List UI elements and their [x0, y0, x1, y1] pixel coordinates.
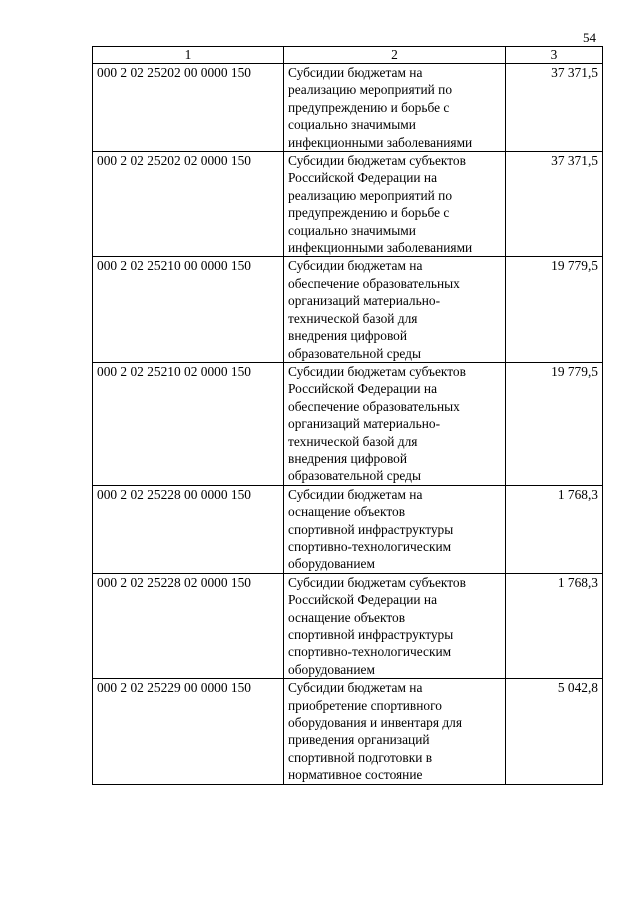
- description-line: спортивной инфраструктуры: [288, 521, 454, 537]
- revenue-description: [284, 152, 506, 257]
- table-row: [93, 573, 603, 678]
- revenue-description: [284, 485, 506, 573]
- table-row: [93, 257, 603, 362]
- table-row: [93, 64, 603, 152]
- description-line: спортивной подготовки в: [288, 749, 433, 765]
- amount-value: 1 768,3: [506, 485, 603, 573]
- description-line: образовательной среды: [288, 345, 421, 361]
- description-line: нормативное состояние: [288, 767, 423, 783]
- description-line: внедрения цифровой: [288, 328, 408, 344]
- table-header-row: [93, 47, 603, 64]
- description-line: оснащение объектов: [288, 504, 406, 520]
- description-line: приобретение спортивного: [288, 697, 442, 713]
- description-line: спортивной инфраструктуры: [288, 627, 454, 642]
- description-line: образовательной среды: [288, 468, 421, 484]
- revenue-description: [284, 257, 506, 362]
- classification-code: 000 2 02 25228 02 0000 150: [93, 573, 284, 678]
- description-line: обеспечение образовательных: [288, 275, 460, 291]
- description-line: организаций материально-: [288, 416, 441, 432]
- amount-value: 37 371,5: [506, 152, 603, 257]
- classification-code: 000 2 02 25202 00 0000 150: [93, 64, 284, 152]
- description-line: обеспечение образовательных: [288, 398, 460, 414]
- table-body: [93, 64, 603, 785]
- column-header-amount: 3: [506, 47, 603, 64]
- description-line: предупреждению и борьбе с: [288, 205, 450, 221]
- revenue-description: [284, 64, 506, 152]
- table-row: [93, 362, 603, 485]
- classification-code: 000 2 02 25228 00 0000 150: [93, 485, 284, 573]
- description-line: инфекционными заболеваниями: [288, 134, 473, 150]
- amount-value: 5 042,8: [506, 679, 603, 784]
- description-line: реализацию мероприятий по: [288, 82, 453, 98]
- table-row: [93, 679, 603, 784]
- description-line: Российской Федерации на: [288, 170, 438, 186]
- description-line: Субсидии бюджетам на: [288, 486, 423, 502]
- description-line: технической базой для: [288, 433, 418, 449]
- description-line: Российской Федерации на: [288, 381, 438, 397]
- description-line: оснащение объектов: [288, 609, 406, 625]
- description-line: приведения организаций: [288, 732, 430, 748]
- amount-value: 1 768,3: [506, 573, 603, 678]
- description-line: оборудованием: [288, 661, 375, 677]
- table-row: [93, 485, 603, 573]
- description-line: внедрения цифровой: [288, 450, 408, 466]
- description-line: предупреждению и борьбе с: [288, 99, 450, 115]
- revenue-description: [284, 573, 506, 678]
- description-line: инфекционными заболеваниями: [288, 240, 473, 256]
- column-header-code: 1: [93, 47, 284, 64]
- description-line: Субсидии бюджетам субъектов: [288, 153, 466, 169]
- description-line: Субсидии бюджетам на: [288, 680, 423, 696]
- description-line: технической базой для: [288, 310, 418, 326]
- budget-table: [92, 46, 603, 785]
- description-line: Субсидии бюджетам на: [288, 65, 423, 80]
- description-line: социально значимыми: [288, 117, 416, 133]
- description-line: организаций материально-: [288, 293, 441, 309]
- classification-code: 000 2 02 25229 00 0000 150: [93, 679, 284, 784]
- description-line: Российской Федерации на: [288, 592, 438, 608]
- description-line: Субсидии бюджетам субъектов: [288, 574, 466, 590]
- revenue-description: [284, 362, 506, 485]
- classification-code: 000 2 02 25202 02 0000 150: [93, 152, 284, 257]
- amount-value: 19 779,5: [506, 362, 603, 485]
- description-line: оборудования и инвентаря для: [288, 715, 463, 731]
- description-line: спортивно-технологическим: [288, 644, 452, 660]
- amount-value: 19 779,5: [506, 257, 603, 362]
- column-header-name: 2: [284, 47, 506, 64]
- description-line: социально значимыми: [288, 222, 416, 238]
- page-number: 54: [583, 30, 596, 45]
- classification-code: 000 2 02 25210 00 0000 150: [93, 257, 284, 362]
- classification-code: 000 2 02 25210 02 0000 150: [93, 362, 284, 485]
- revenue-description: [284, 679, 506, 784]
- amount-value: 37 371,5: [506, 64, 603, 152]
- table-row: [93, 152, 603, 257]
- description-line: оборудованием: [288, 556, 375, 572]
- description-line: Субсидии бюджетам на: [288, 258, 423, 274]
- description-line: спортивно-технологическим: [288, 538, 452, 554]
- description-line: реализацию мероприятий по: [288, 187, 453, 203]
- description-line: Субсидии бюджетам субъектов: [288, 363, 466, 379]
